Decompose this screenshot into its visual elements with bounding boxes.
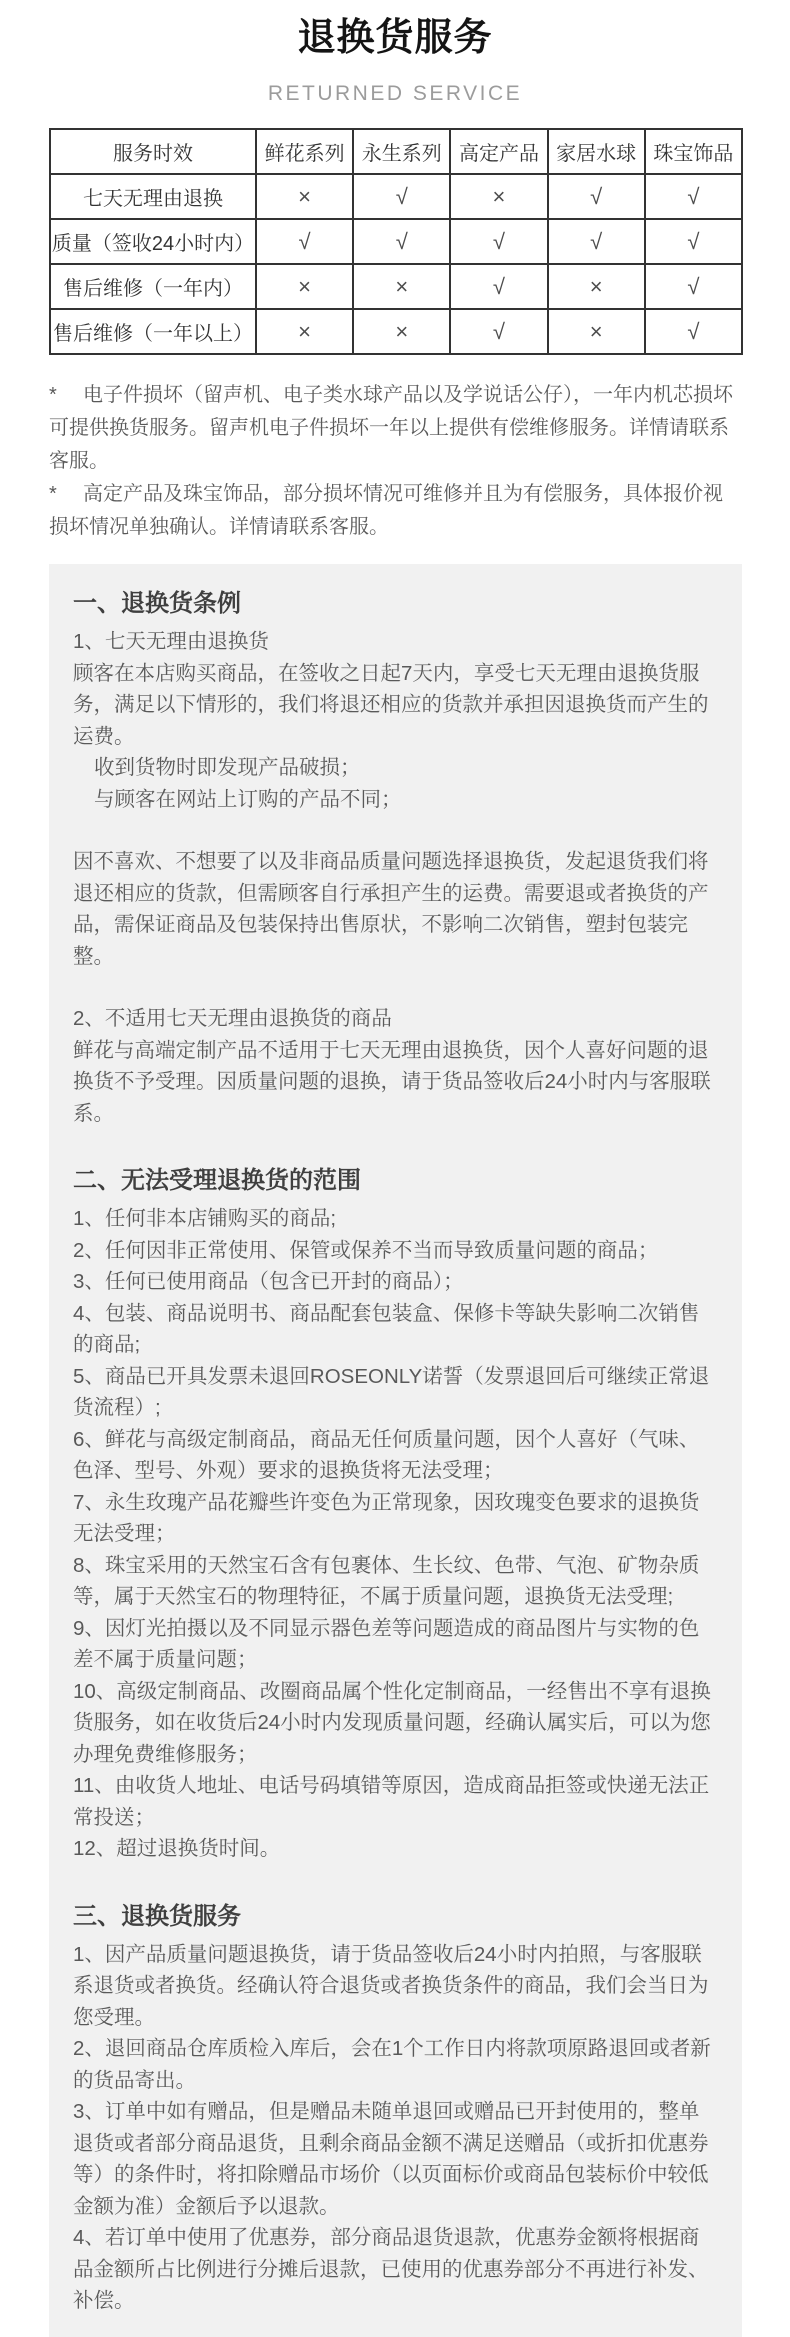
check-mark: √ (645, 219, 742, 264)
cross-mark: × (353, 309, 450, 354)
page-subtitle: RETURNED SERVICE (267, 82, 523, 105)
table-row (50, 264, 742, 309)
policy-paragraph: 收到货物时即发现产品破损； (94, 756, 361, 779)
policy-paragraph: 3、订单中如有赠品，但是赠品未随单退回或赠品已开封使用的，整单退货或者部分商品退货，且剩余商品金额不满足送赠品（或折扣优惠券等）的条件时，将扣除赠品市场价（以页面标价或商品包装标价中较低金额为准）金额后予以退款。 (73, 2100, 709, 2218)
table-row-label: 售后维修（一年内） (50, 264, 256, 309)
policy-section (73, 588, 718, 1129)
policy-paragraph: 4、包装、商品说明书、商品配套包装盒、保修卡等缺失影响二次销售的商品; (73, 1301, 700, 1356)
table-row-label: 七天无理由退换 (50, 174, 256, 219)
footnote-item (49, 379, 741, 478)
policy-paragraph: 8、珠宝采用的天然宝石含有包裹体、生长纹、色带、气泡、矿物杂质等，属于天然宝石的物理特征，不属于质量问题，退换货无法受理; (73, 1553, 700, 1608)
cross-mark: × (256, 264, 353, 309)
page-title: 退换货服务 (297, 17, 493, 59)
check-mark: √ (645, 264, 742, 309)
table-row-label: 质量（签收24小时内） (50, 219, 256, 264)
policy-paragraph: 11、由收货人地址、电话号码填错等原因，造成商品拒签或快递无法正常投送； (73, 1774, 710, 1829)
policy-section-heading: 一、退换货条例 (73, 590, 241, 617)
table-header-row (50, 129, 742, 174)
table-column-header: 珠宝饰品 (645, 129, 742, 174)
policy-section (73, 1901, 718, 2317)
table-column-header: 鲜花系列 (256, 129, 353, 174)
policy-section-heading: 三、退换货服务 (73, 1902, 241, 1930)
policy-paragraph: 6、鲜花与高级定制商品，商品无任何质量问题，因个人喜好（气味、色泽、型号、外观）要求的退换货将无法受理； (73, 1427, 700, 1482)
check-mark: √ (256, 219, 353, 264)
cross-mark: × (548, 309, 645, 354)
policy-paragraph: 1、七天无理由退换货 (73, 630, 269, 653)
footnote-marker: * (49, 483, 57, 505)
check-mark: √ (645, 309, 742, 354)
policy-paragraph: 7、永生玫瑰产品花瓣些许变色为正常现象，因玫瑰变色要求的退换货无法受理； (73, 1490, 700, 1545)
footnotes (49, 379, 741, 544)
policy-paragraph: 2、退回商品仓库质检入库后，会在1个工作日内将款项原路退回或者新的货品寄出。 (73, 2037, 711, 2092)
policy-section (73, 1165, 718, 1865)
policy-paragraph: 10、高级定制商品、改圈商品属个性化定制商品，一经售出不享有退换货服务，如在收货后24小时内发现质量问题，经确认属实后，可以为您办理免费维修服务； (73, 1679, 711, 1766)
table-column-header: 服务时效 (50, 129, 256, 174)
cross-mark: × (256, 309, 353, 354)
footnote-item (49, 478, 741, 544)
check-mark: √ (450, 219, 547, 264)
policy-paragraph: 1、任何非本店铺购买的商品; (73, 1207, 337, 1230)
policy-paragraph: 12、超过退换货时间。 (73, 1837, 281, 1860)
service-matrix-table (49, 128, 743, 355)
check-mark: √ (450, 309, 547, 354)
policy-paragraph: 2、任何因非正常使用、保管或保养不当而导致质量问题的商品； (73, 1238, 659, 1262)
table-column-header: 高定产品 (450, 129, 547, 174)
cross-mark: × (353, 264, 450, 309)
table-column-header: 永生系列 (353, 129, 450, 174)
policy-paragraph: 鲜花与高端定制产品不适用于七天无理由退换货，因个人喜好问题的退换货不予受理。因质量问题的退换，请于货品签收后24小时内与客服联系。 (73, 1038, 711, 1125)
table-row (50, 174, 742, 219)
policy-paragraph: 5、商品已开具发票未退回ROSEONLY诺誓（发票退回后可继续正常退货流程）; (73, 1364, 710, 1419)
cross-mark: × (450, 174, 547, 219)
policy-paragraph: 4、若订单中使用了优惠券，部分商品退货退款，优惠券金额将根据商品金额所占比例进行分摊后退款，已使用的优惠券部分不再进行补发、补偿。 (73, 2226, 709, 2312)
policy-section-heading: 二、无法受理退换货的范围 (73, 1167, 361, 1194)
check-mark: √ (353, 219, 450, 264)
table-row (50, 219, 742, 264)
policy-paragraph: 顾客在本店购买商品，在签收之日起7天内，享受七天无理由退换货服务，满足以下情形的，我们将退还相应的货款并承担因退换货而产生的运费。 (73, 661, 709, 748)
footnote-text: 电子件损坏（留声机、电子类水球产品以及学说话公仔），一年内机芯损坏可提供换货服务。留声机电子件损坏一年以上提供有偿维修服务。详情请联系客服。 (49, 384, 733, 472)
check-mark: √ (548, 174, 645, 219)
check-mark: √ (645, 174, 742, 219)
cross-mark: × (256, 174, 353, 219)
check-mark: √ (353, 174, 450, 219)
policy-paragraph: 与顾客在网站上订购的产品不同； (94, 787, 402, 811)
service-table-body (50, 174, 742, 354)
table-row (50, 309, 742, 354)
table-column-header: 家居水球 (548, 129, 645, 174)
cross-mark: × (548, 264, 645, 309)
policy-paragraph: 2、不适用七天无理由退换货的商品 (73, 1007, 392, 1030)
footnote-text: 高定产品及珠宝饰品，部分损坏情况可维修并且为有偿服务，具体报价视损坏情况单独确认。详情请联系客服。 (49, 483, 723, 538)
check-mark: √ (548, 219, 645, 264)
policy-paragraph: 因不喜欢、不想要了以及非商品质量问题选择退换货，发起退货我们将退还相应的货款，但需顾客自行承担产生的运费。需要退或者换货的产品，需保证商品及包装保持出售原状，不影响二次销售，塑封包装完整。 (73, 850, 709, 968)
check-mark: √ (450, 264, 547, 309)
service-table-head (50, 129, 742, 174)
table-row-label: 售后维修（一年以上） (50, 309, 256, 354)
policy-paragraph: 1、因产品质量问题退换货，请于货品签收后24小时内拍照，与客服联系退货或者换货。经确认符合退货或者换货条件的商品，我们会当日为您受理。 (73, 1942, 709, 2029)
policy-panel (49, 564, 742, 2337)
policy-paragraph: 9、因灯光拍摄以及不同显示器色差等问题造成的商品图片与实物的色差不属于质量问题； (73, 1616, 700, 1671)
policy-paragraph: 3、任何已使用商品（包含已开封的商品）； (73, 1270, 464, 1293)
footnote-marker: * (49, 384, 57, 406)
